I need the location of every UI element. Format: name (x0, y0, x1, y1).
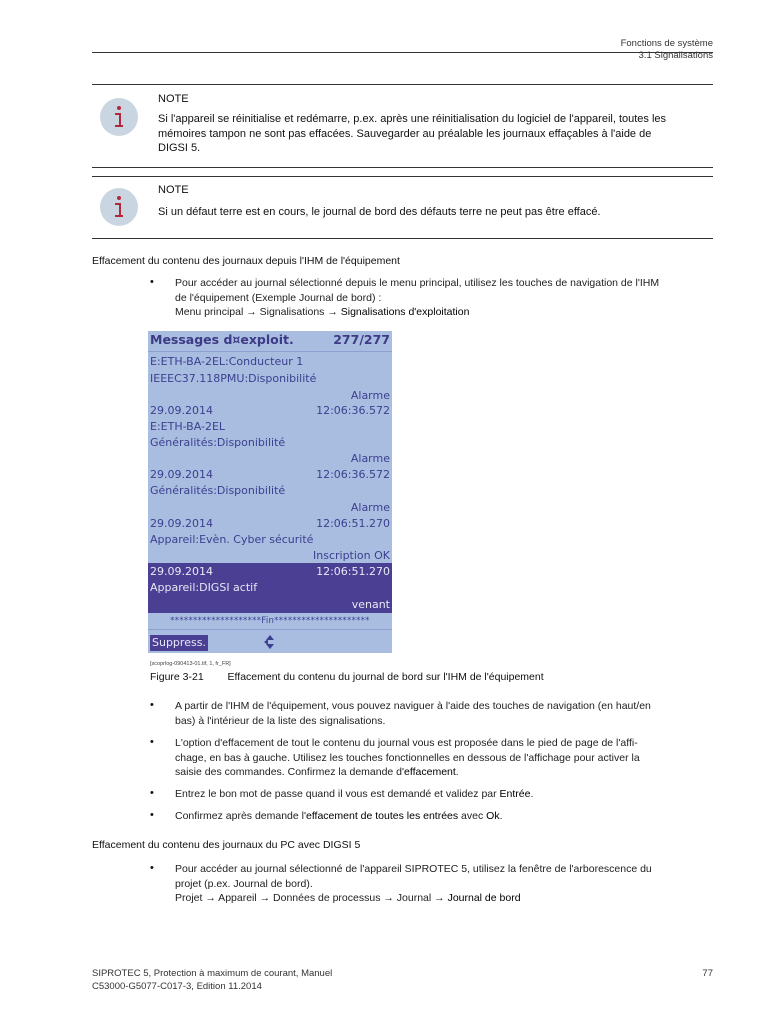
log-entry-time: 12:06:51.270 (316, 565, 390, 578)
log-entry-line: Appareil:DIGSI actif (150, 581, 258, 594)
log-entry-date: 29.09.2014 (150, 468, 213, 481)
figure-source: [scoprlog-090413-01.tif, 1, fr_FR] (150, 661, 231, 667)
bullet: • (150, 787, 154, 799)
display-title: Messages d¤exploit. (150, 332, 294, 347)
log-entry-line: Généralités:Disponibilité (150, 484, 286, 497)
command-term: Ok (486, 810, 500, 822)
header-section: 3.1 Signalisations (638, 50, 713, 61)
section1-heading: Effacement du contenu des journaux depuis l'IHM de l'équipement (92, 255, 400, 267)
text-run: Entrez le bon mot de passe quand il vous est demandé et validez par (175, 788, 500, 800)
log-entry-state: venant (351, 598, 390, 611)
project-path-prefix: Projet → Appareil → Données de processus → Journal → (175, 892, 448, 904)
log-entry-state: Alarme (350, 389, 390, 402)
log-entry-date: 29.09.2014 (150, 565, 213, 578)
bullet-line (175, 765, 720, 780)
suppress-soft-key[interactable]: Suppress. (152, 636, 206, 649)
selected-log-entry[interactable] (148, 563, 392, 613)
bullet: • (150, 809, 154, 821)
text-run: avec (458, 810, 487, 822)
running-header (621, 38, 713, 62)
log-entry-line (148, 516, 392, 532)
log-entry-line (148, 403, 392, 419)
command-term: effacement de toutes les entrées (305, 810, 459, 822)
bullet-line: chage, en bas à gauche. Utilisez les touches fonctionnelles en dessous de l'affichage pour activer la (175, 751, 640, 764)
note2-text: Si un défaut terre est en cours, le journal de bord des défauts terre ne peut pas être effacé. (158, 206, 601, 218)
project-path-target: Journal de bord (447, 892, 521, 904)
log-entry-state: Inscription OK (313, 549, 390, 562)
list-end-marker: ********************Fin********************* (170, 616, 370, 626)
section2-bullet1 (175, 862, 720, 906)
bullet-line (175, 787, 720, 802)
menu-path (175, 305, 720, 320)
info-icon (100, 98, 138, 136)
text-run: . (499, 810, 503, 822)
log-entry-state: Alarme (350, 452, 390, 465)
bullet-line: de l'équipement (Exemple Journal de bord) : (175, 291, 382, 304)
footer-doc-number: C53000-G5077-C017-3, Edition 11.2014 (92, 981, 262, 992)
note2-top-rule (92, 176, 713, 177)
bullet-line (175, 809, 720, 824)
bullet-navigation (175, 699, 720, 728)
header-rule (92, 52, 713, 53)
log-entry-date: 29.09.2014 (150, 404, 213, 417)
display-title-bar (148, 332, 392, 348)
log-entry-line (148, 467, 392, 483)
bullet: • (150, 862, 154, 874)
text-run: . (530, 788, 534, 800)
note1-line: Si l'appareil se réinitialise et redémarre, p.ex. après une réinitialisation du logiciel de l'appareil, toutes les (158, 113, 667, 125)
note1-text (158, 112, 718, 156)
figure-caption (150, 671, 544, 683)
menu-path-prefix: Menu principal → Signalisations → (175, 306, 341, 318)
display-counter: 277/277 (333, 332, 390, 347)
note2-title: NOTE (158, 184, 189, 196)
menu-path-target: Signalisations d'exploitation (340, 306, 470, 318)
bullet: • (150, 736, 154, 748)
log-entry-time: 12:06:51.270 (316, 517, 390, 530)
note1-top-rule (92, 84, 713, 85)
log-entry-line (148, 597, 392, 613)
note1-line: DIGSI 5. (158, 142, 201, 154)
log-entry-line: E:ETH-BA-2EL (150, 420, 226, 433)
project-path (175, 891, 720, 906)
navigation-arrows-icon (262, 634, 278, 653)
text-run: . (455, 766, 459, 778)
bullet-line: bas) à l'intérieur de la liste des signalisations. (175, 714, 386, 727)
bullet-line: A partir de l'IHM de l'équipement, vous pouvez naviguer à l'aide des touches de navigation (en haut/en (175, 700, 651, 712)
bullet-line: Pour accéder au journal sélectionné depuis le menu principal, utilisez les touches de navigation de l'IHM (175, 277, 660, 289)
log-entry-line (148, 451, 392, 467)
bullet-line: projet (p.ex. Journal de bord). (175, 877, 313, 890)
figure-caption-text: Effacement du contenu du journal de bord sur l'IHM de l'équipement (227, 671, 544, 683)
bullet-delete-option (175, 736, 720, 780)
note1-line: mémoires tampon ne sont pas effacées. Sauvegarder au préalable les journaux effaçables à l'aide de (158, 127, 652, 140)
log-entry-time: 12:06:36.572 (316, 404, 390, 417)
page-number: 77 (702, 968, 713, 979)
log-entry-line: Généralités:Disponibilité (150, 436, 286, 449)
bullet: • (150, 276, 154, 288)
info-icon (100, 188, 138, 226)
header-chapter: Fonctions de système (620, 38, 713, 49)
bullet: • (150, 699, 154, 711)
display-divider (148, 629, 392, 630)
text-run: Confirmez après demande l' (175, 810, 306, 822)
bullet-line: L'option d'effacement de tout le contenu du journal vous est proposée dans le pied de page de l'affi- (175, 737, 638, 749)
section1-bullet1 (175, 276, 720, 320)
log-entry-state: Alarme (350, 501, 390, 514)
log-entry-line: Appareil:Evèn. Cyber sécurité (150, 533, 314, 546)
command-term: Entrée (499, 788, 531, 800)
log-entry-line: IEEEC37.118PMU:Disponibilité (150, 372, 317, 385)
note2-bottom-rule (92, 238, 713, 239)
log-entry-line: E:ETH-BA-2EL:Conducteur 1 (150, 355, 304, 368)
bullet-line: Pour accéder au journal sélectionné de l'appareil SIPROTEC 5, utilisez la fenêtre de l'arborescence du (175, 863, 652, 875)
text-run: saisie des commandes. Confirmez la demande d' (175, 766, 405, 778)
display-divider (148, 351, 392, 352)
note1-bottom-rule (92, 167, 713, 168)
device-display (148, 331, 392, 653)
log-entry-line (148, 548, 392, 564)
log-entry-line (148, 500, 392, 516)
page-footer (92, 967, 332, 993)
command-term: effacement (404, 766, 456, 778)
bullet-confirm (175, 809, 720, 824)
note1-title: NOTE (158, 93, 189, 105)
section2-heading: Effacement du contenu des journaux du PC avec DIGSI 5 (92, 839, 361, 851)
footer-title: SIPROTEC 5, Protection à maximum de courant, Manuel (92, 968, 333, 979)
log-entry-time: 12:06:36.572 (316, 468, 390, 481)
bullet-password (175, 787, 720, 802)
figure-number: Figure 3-21 (150, 671, 204, 683)
log-entry-date: 29.09.2014 (150, 517, 213, 530)
log-entry-line (148, 388, 392, 404)
log-entry-line (148, 564, 392, 580)
